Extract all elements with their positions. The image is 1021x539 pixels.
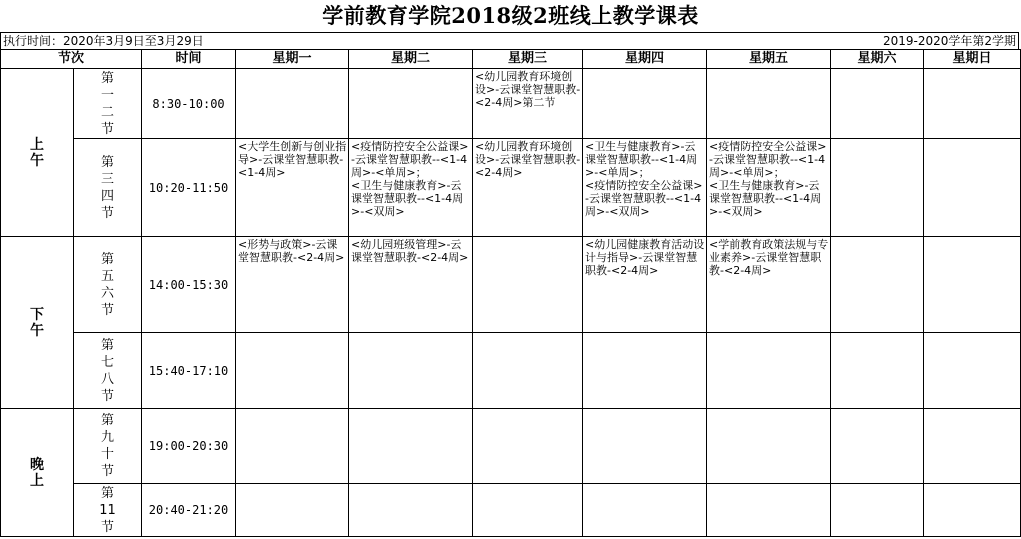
slot-label: 第 五 六 节: [74, 237, 142, 333]
schedule-row: [1, 237, 1021, 333]
header-day: 星期四: [583, 50, 707, 69]
course-cell: <疫情防控安全公益课>-云课堂智慧职教--<1-4周>-<单周>； <卫生与健康教育>-云课堂智慧职教--<1-4周>-<双周>: [707, 139, 831, 237]
slot-time: 10:20-11:50: [142, 139, 236, 237]
course-cell: [236, 333, 349, 409]
course-cell: [583, 333, 707, 409]
schedule-row: [1, 333, 1021, 409]
course-cell: [831, 409, 924, 484]
course-cell: [707, 484, 831, 537]
header-day: 星期六: [831, 50, 924, 69]
course-cell: <卫生与健康教育>-云课堂智慧职教--<1-4周>-<单周>； <疫情防控安全公益课>-云课堂智慧职教--<1-4周>-<双周>: [583, 139, 707, 237]
header-time: 时间: [142, 50, 236, 69]
course-cell: <幼儿园健康教育活动设计与指导>-云课堂智慧职教-<2-4周>: [583, 237, 707, 333]
schedule-table: [0, 49, 1021, 537]
slot-time: 15:40-17:10: [142, 333, 236, 409]
header-day: 星期二: [349, 50, 473, 69]
schedule-row: [1, 409, 1021, 484]
slot-time: 14:00-15:30: [142, 237, 236, 333]
course-cell: <形势与政策>-云课堂智慧职教-<2-4周>: [236, 237, 349, 333]
course-cell: [473, 333, 583, 409]
course-cell: [831, 139, 924, 237]
header-day: 星期日: [924, 50, 1021, 69]
slot-label: 第 一 二 节: [74, 69, 142, 139]
period-label: 上 午: [1, 69, 74, 237]
course-cell: [583, 69, 707, 139]
slot-label: 第 七 八 节: [74, 333, 142, 409]
course-cell: [349, 409, 473, 484]
slot-time: 19:00-20:30: [142, 409, 236, 484]
course-cell: [924, 139, 1021, 237]
slot-time: 8:30-10:00: [142, 69, 236, 139]
course-cell: [924, 484, 1021, 537]
course-cell: <疫情防控安全公益课>-云课堂智慧职教--<1-4周>-<单周>； <卫生与健康教育>-云课堂智慧职教--<1-4周>-<双周>: [349, 139, 473, 237]
header-section: 节次: [1, 50, 142, 69]
schedule-row: [1, 139, 1021, 237]
slot-label: 第 九 十 节: [74, 409, 142, 484]
header-row: [1, 50, 1021, 69]
course-cell: [349, 69, 473, 139]
header-day: 星期三: [473, 50, 583, 69]
course-cell: [236, 484, 349, 537]
course-cell: [924, 237, 1021, 333]
course-cell: <大学生创新与创业指导>-云课堂智慧职教-<1-4周>: [236, 139, 349, 237]
course-cell: <学前教育政策法规与专业素养>-云课堂智慧职教-<2-4周>: [707, 237, 831, 333]
slot-label: 第 11 节: [74, 484, 142, 537]
info-row: [0, 32, 1019, 49]
slot-time: 20:40-21:20: [142, 484, 236, 537]
course-cell: [473, 237, 583, 333]
course-cell: [831, 237, 924, 333]
course-cell: [349, 484, 473, 537]
course-cell: [831, 69, 924, 139]
course-cell: [349, 333, 473, 409]
course-cell: [707, 333, 831, 409]
course-cell: [583, 409, 707, 484]
course-cell: <幼儿园班级管理>-云课堂智慧职教-<2-4周>: [349, 237, 473, 333]
period-label: 下 午: [1, 237, 74, 409]
course-cell: [924, 69, 1021, 139]
course-cell: [924, 409, 1021, 484]
course-cell: [831, 333, 924, 409]
header-day: 星期一: [236, 50, 349, 69]
slot-label: 第 三 四 节: [74, 139, 142, 237]
course-cell: [236, 409, 349, 484]
course-cell: [473, 484, 583, 537]
schedule-row: [1, 69, 1021, 139]
course-cell: [473, 409, 583, 484]
schedule-row: [1, 484, 1021, 537]
course-cell: [707, 69, 831, 139]
course-cell: <幼儿园教育环境创设>-云课堂智慧职教-<2-4周>: [473, 139, 583, 237]
course-cell: [583, 484, 707, 537]
course-cell: [236, 69, 349, 139]
course-cell: [707, 409, 831, 484]
course-cell: <幼儿园教育环境创设>-云课堂智慧职教-<2-4周>第二节: [473, 69, 583, 139]
course-cell: [924, 333, 1021, 409]
page-title: 学前教育学院2018级2班线上教学课表: [322, 3, 699, 28]
course-cell: [831, 484, 924, 537]
header-day: 星期五: [707, 50, 831, 69]
semester-label: 2019-2020学年第2学期: [882, 34, 1016, 48]
period-label: 晚 上: [1, 409, 74, 537]
execution-time: 执行时间：2020年3月9日至3月29日: [3, 34, 204, 48]
